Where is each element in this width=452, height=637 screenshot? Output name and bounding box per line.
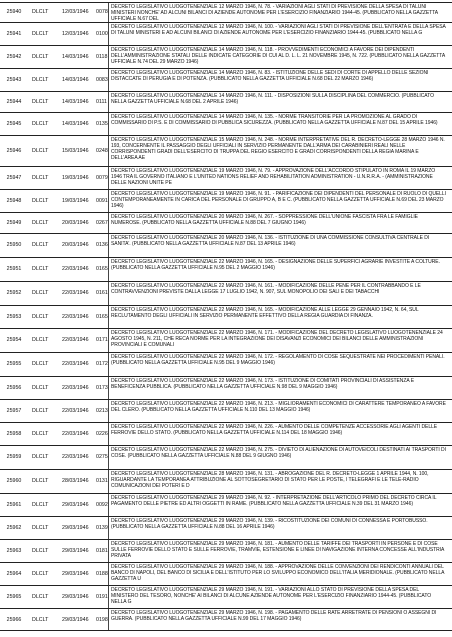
column-divider bbox=[108, 563, 109, 585]
act-type: DLCLT bbox=[32, 478, 49, 484]
column-divider bbox=[108, 470, 109, 493]
table-row bbox=[0, 281, 452, 305]
column-divider bbox=[108, 329, 109, 352]
column-divider bbox=[108, 23, 109, 45]
column-divider bbox=[108, 234, 109, 257]
act-number: 0172 bbox=[96, 361, 108, 367]
act-description: DECRETO LEGISLATIVO LUOGOTENENZIALE 15 MARZO 1946, N. 248. - NORME INTERPRETATIVE DEL R. DECRETO-LEGGE 28 MARZO 1946 N. 193, CONCERNENTE IL PASSAGGIO DEGLI UFFICIALI IN SERVIZIO PERMANENTE DALL'ARMA DEI CARABINIERI REALI NELLE CORRISPONDENTI GRADI DELL'ESERCITO DI TRUPPA DEL REGIO ESERCITO E GRADI CORRISPONDENTI DELLA REGIA MARINA E DELL'AREA AE bbox=[111, 137, 445, 162]
act-number: 0248 bbox=[96, 148, 108, 154]
record-number: 25965 bbox=[6, 594, 22, 600]
record-number: 25954 bbox=[6, 337, 22, 343]
act-type: DLCLT bbox=[32, 148, 49, 154]
table-row bbox=[0, 608, 452, 631]
table-row bbox=[0, 257, 452, 281]
act-type: DLCLT bbox=[32, 54, 49, 60]
act-type: DLCLT bbox=[32, 385, 49, 391]
column-divider bbox=[108, 92, 109, 112]
act-number: 0111 bbox=[96, 99, 107, 105]
table-row bbox=[0, 212, 452, 233]
record-number: 25963 bbox=[6, 548, 22, 554]
column-divider bbox=[108, 69, 109, 91]
act-date: 22/03/1946 bbox=[62, 361, 89, 367]
act-date: 14/03/1946 bbox=[62, 121, 89, 127]
act-type: DLCLT bbox=[32, 99, 49, 105]
act-description: DECRETO LEGISLATIVO LUOGOTENENZIALE 12 MARZO 1946, N. 78. - VARIAZIONI AGLI STATI DI PREVISIONE DELLA SPESA DI TALUNI MINISTERI NONCHE' AD ALCUNI BILANCI DI AZIENDE AUTONOME PER L'ESERCIZIO FINANZIARIO 1944-45. (PUBBLICATO NELLA GAZZETTA UFFICIALE N.67 DEL bbox=[111, 4, 438, 22]
act-type: DLCLT bbox=[32, 431, 49, 437]
record-number: 25941 bbox=[6, 31, 22, 37]
act-description: DECRETO LEGISLATIVO LUOGOTENENZIALE 20 MARZO 1946, N. 267. - SOPPRESSIONE DELL'UNIONE FASCISTA FRA LE FAMIGLIE NUMEROSE. (PUBBLICATO NELLA GAZZETTA UFFICIALE N.88 DEL 7 GIUGNO 1946) bbox=[111, 214, 418, 227]
column-divider bbox=[108, 213, 109, 233]
act-number: 0078 bbox=[96, 9, 108, 15]
act-description: DECRETO LEGISLATIVO LUOGOTENENZIALE 19 MARZO 1946, N. 79. - APPROVAZIONE DELL'ACCORDO STIPULATO IN ROMA IL 19 MARZO 1946 TRA IL GOVERNO ITALIANO E L'UNITED NATIONS RELIEF AND REHABILITATION ADMINISTRATION - U.N.R.R.A. - (AMMINISTRAZIONE DELLE NAZIONI UNITE PE bbox=[111, 168, 436, 187]
table-row bbox=[0, 328, 452, 352]
act-number: 0136 bbox=[96, 242, 108, 248]
act-number: 0213 bbox=[96, 408, 108, 414]
column-divider bbox=[108, 609, 109, 630]
act-number: 0161 bbox=[96, 290, 108, 296]
column-divider bbox=[108, 446, 109, 469]
act-description: DECRETO LEGISLATIVO LUOGOTENENZIALE 29 MARZO 1946, N. 188. - APPROVAZIONE DELLE CONVENZIONI DEI RENDICONTI ANNUALI DEL BANCO DI NAPOLI, DEL BANCO DI SICILIA E DELL'ISTITUTO PER LO SVILUPPO ECONOMICO DELL'ITALIA MERIDIONALE. (PUBBLICATO NELLA GAZZETTA U bbox=[111, 564, 445, 583]
act-description: DECRETO LEGISLATIVO LUOGOTENENZIALE 29 MARZO 1946, N. 198. - PAGAMENTO DELLE RATE ARRETRATE DI PENSIONI O ASSEGNI DI GUERRA. (PUBBLICATO NELLA GAZZETTA UFFICIALE N.99 DEL 17 MAGGIO 1946) bbox=[111, 610, 437, 623]
record-number: 25961 bbox=[6, 502, 22, 508]
table-row bbox=[0, 166, 452, 189]
act-date: 22/03/1946 bbox=[62, 266, 89, 272]
column-divider bbox=[108, 258, 109, 281]
table-row bbox=[0, 45, 452, 68]
table-row bbox=[0, 399, 452, 422]
act-number: 0092 bbox=[96, 502, 108, 508]
table-row bbox=[0, 112, 452, 135]
record-number: 25940 bbox=[6, 9, 22, 15]
column-divider bbox=[108, 586, 109, 608]
act-type: DLCLT bbox=[32, 408, 49, 414]
act-type: DLCLT bbox=[32, 337, 49, 343]
act-description: DECRETO LEGISLATIVO LUOGOTENENZIALE 28 MARZO 1946, N. 131. - ABROGAZIONE DEL R. DECRETO-LEGGE 1 APRILE 1944, N. 100, RIGUARDANTE LA TEMPORANEA ATTRIBUZIONE AL SOTTOSEGRETARIO DI STATO PER LE POSTE, I TELEGRAFI E LE TELE-RADIO COMUNICAZIONI DEI POTERI E D bbox=[111, 471, 429, 490]
table-row bbox=[0, 376, 452, 399]
record-number: 25964 bbox=[6, 571, 22, 577]
column-divider bbox=[108, 306, 109, 328]
record-number: 25943 bbox=[6, 77, 22, 83]
act-date: 29/03/1946 bbox=[62, 548, 89, 554]
record-number: 25953 bbox=[6, 314, 22, 320]
column-divider bbox=[108, 46, 109, 68]
act-description: DECRETO LEGISLATIVO LUOGOTENENZIALE 20 MARZO 1946, N. 136. - ISTITUZIONE DI UNA COMMISSIONE CONSULTIVA CENTRALE DI SANITA'. (PUBBLICATO NELLA GAZZETTA UFFICIALE N.87 DEL 13 APRILE 1946) bbox=[111, 235, 430, 248]
act-date: 14/03/1946 bbox=[62, 54, 89, 60]
table-row bbox=[0, 233, 452, 257]
table-row bbox=[0, 91, 452, 112]
record-number: 25952 bbox=[6, 290, 22, 296]
record-number: 25948 bbox=[6, 198, 22, 204]
record-number: 25962 bbox=[6, 525, 22, 531]
act-date: 22/03/1946 bbox=[62, 337, 89, 343]
act-type: DLCLT bbox=[32, 198, 49, 204]
record-number: 25956 bbox=[6, 385, 22, 391]
act-description: DECRETO LEGISLATIVO LUOGOTENENZIALE 19 MARZO 1946, N. 91. - PARIFICAZIONE DEI DIPENDENTI DEL PERSONALE DI RUOLO DI QUELLI CONTEMPORANEAMENTE IN CARICA DEL PERSONALE DI GRUPPO A, B E C. (PUBBLICATO NELLA GAZZETTA UFFICIALE N.69 DEL 23 MARZO 1946) bbox=[111, 191, 446, 210]
act-type: DLCLT bbox=[32, 361, 49, 367]
act-date: 15/03/1946 bbox=[62, 148, 89, 154]
act-number: 0173 bbox=[96, 385, 108, 391]
act-type: DLCLT bbox=[32, 594, 49, 600]
table-row bbox=[0, 305, 452, 328]
act-date: 14/03/1946 bbox=[62, 99, 89, 105]
act-type: DLCLT bbox=[32, 454, 49, 460]
act-date: 22/03/1946 bbox=[62, 431, 89, 437]
act-number: 0135 bbox=[96, 121, 108, 127]
act-number: 0165 bbox=[96, 314, 108, 320]
act-type: DLCLT bbox=[32, 9, 49, 15]
record-number: 25942 bbox=[6, 54, 22, 60]
act-description: DECRETO LEGISLATIVO LUOGOTENENZIALE 22 MARZO 1946, N. 226. - AUMENTO DELLE COMPETENZE ACCESSORIE AGLI AGENTI DELLE FERROVIE DELLO STATO. (PUBBLICATO NELLA GAZZETTA UFFICIALE N.114 DEL 18 MAGGIO 1946) bbox=[111, 424, 438, 437]
act-date: 20/03/1946 bbox=[62, 242, 89, 248]
column-divider bbox=[108, 423, 109, 445]
act-type: DLCLT bbox=[32, 242, 49, 248]
column-divider bbox=[108, 113, 109, 135]
act-date: 22/03/1946 bbox=[62, 408, 89, 414]
column-divider bbox=[108, 400, 109, 422]
act-number: 0171 bbox=[96, 337, 108, 343]
act-date: 22/03/1946 bbox=[62, 290, 89, 296]
record-number: 25958 bbox=[6, 431, 22, 437]
act-date: 28/03/1946 bbox=[62, 478, 89, 484]
act-description: DECRETO LEGISLATIVO LUOGOTENENZIALE 14 MARZO 1946, N. 111. - DISPOSIZIONI SULLA DISCIPLINA DEL COMMERCIO. (PUBBLICATO NELLA GAZZETTA UFFICIALE N.68 DEL 2 APRILE 1946) bbox=[111, 93, 434, 106]
table-row bbox=[0, 445, 452, 469]
act-number: 0198 bbox=[96, 617, 108, 623]
act-type: DLCLT bbox=[32, 571, 49, 577]
act-date: 22/03/1946 bbox=[62, 314, 89, 320]
column-divider bbox=[108, 540, 109, 562]
column-divider bbox=[108, 377, 109, 399]
table-row bbox=[0, 352, 452, 376]
table-row bbox=[0, 585, 452, 608]
table-row bbox=[0, 135, 452, 166]
record-number: 25944 bbox=[6, 99, 22, 105]
act-description: DECRETO LEGISLATIVO LUOGOTENENZIALE 22 MARZO 1946, N. 171. - MODIFICAZIONE DEL DECRETO LEGISLATIVO LUOGOTENENZIALE 24 AGOSTO 1945, N. 211, CHE RECA NORME PER LA INTEGRAZIONE DEI DISAVANZI ECONOMICI DEI BILANCI DELLE AMMINISTRAZIONI PROVINCIALI E COMUNALI bbox=[111, 330, 443, 349]
column-divider bbox=[108, 353, 109, 376]
column-divider bbox=[108, 517, 109, 539]
act-number: 0139 bbox=[96, 525, 108, 531]
act-type: DLCLT bbox=[32, 175, 49, 181]
act-description: DECRETO LEGISLATIVO LUOGOTENENZIALE 22 MARZO 1946, N. 213. - MIGLIORAMENTI ECONOMICI DI CARATTERE TEMPORANEO A FAVORE DEL CLERO. (PUBBLICATO NELLA GAZZETTA UFFICIALE N.110 DEL 13 MAGGIO 1946) bbox=[111, 401, 446, 414]
column-divider bbox=[108, 136, 109, 166]
act-number: 0165 bbox=[96, 266, 108, 272]
act-description: DECRETO LEGISLATIVO LUOGOTENENZIALE 29 MARZO 1946, N. 191. - VARIAZIONI ALLO STATO DI PREVISIONE DELLA SPESA DEL MINISTERO DEL TESORO, NONCHE' AI BILANCI DI ALCUNE AZIENDE AUTONOME PER L'ESERCIZIO FINANZIARIO 1944-45. (PUBBLICATO NELLA G bbox=[111, 587, 432, 606]
record-number: 25957 bbox=[6, 408, 22, 414]
column-divider bbox=[108, 494, 109, 516]
act-description: DECRETO LEGISLATIVO LUOGOTENENZIALE 22 MARZO 1946, N. 275. - DIVIETO DI ALIENAZIONE DI AUTOVEICOLI DESTINATI AI TRASPORTI DI COSE. (PUBBLICATO NELLA GAZZETTA UFFICIALE N.88 DEL 9 GIUGNO 1946) bbox=[111, 447, 446, 460]
act-date: 20/03/1946 bbox=[62, 220, 89, 226]
table-row bbox=[0, 539, 452, 562]
column-divider bbox=[108, 3, 109, 22]
act-date: 29/03/1946 bbox=[62, 571, 89, 577]
act-number: 0091 bbox=[96, 198, 108, 204]
act-number: 0267 bbox=[96, 220, 108, 226]
record-number: 25947 bbox=[6, 175, 22, 181]
record-number: 25949 bbox=[6, 220, 22, 226]
act-date: 22/03/1946 bbox=[62, 385, 89, 391]
act-date: 12/03/1946 bbox=[62, 9, 89, 15]
act-number: 0118 bbox=[96, 54, 108, 60]
table-row bbox=[0, 493, 452, 516]
act-date: 19/03/1946 bbox=[62, 198, 89, 204]
table-row bbox=[0, 469, 452, 493]
act-description: DECRETO LEGISLATIVO LUOGOTENENZIALE 12 MARZO 1946, N. 100. - VARIAZIONI AGLI STATI DI PREVISIONE DELL'ENTRATA E DELLA SPESA DI TALUNI MINISTERI E AD ALCUNI BILANCI DI AZIENDE AUTONOME PER L'ESERCIZIO FINANZIARIO 1944-45. (PUBBLICATO NELLA G bbox=[111, 24, 446, 37]
table-row bbox=[0, 22, 452, 45]
act-type: DLCLT bbox=[32, 525, 49, 531]
act-type: DLCLT bbox=[32, 266, 49, 272]
act-type: DLCLT bbox=[32, 548, 49, 554]
record-number: 25955 bbox=[6, 361, 22, 367]
table-row bbox=[0, 2, 452, 22]
act-date: 22/03/1946 bbox=[62, 454, 89, 460]
act-date: 29/03/1946 bbox=[62, 525, 89, 531]
act-number: 0079 bbox=[96, 175, 108, 181]
act-description: DECRETO LEGISLATIVO LUOGOTENENZIALE 29 MARZO 1946, N. 92. - INTERPRETAZIONE DELL'ARTICOLO PRIMO DEL DECRETO CIRCA IL PAGAMENTO DELLE PIETRE ED ALTRI OGGETTI IN RAME. (PUBBLICATO NELLA GAZZETTA UFFICIALE N.39 DEL 31 MARZO 1946) bbox=[111, 495, 437, 508]
record-number: 25960 bbox=[6, 478, 22, 484]
column-divider bbox=[108, 167, 109, 189]
act-date: 12/03/1946 bbox=[62, 31, 89, 37]
act-type: DLCLT bbox=[32, 121, 49, 127]
act-number: 0181 bbox=[96, 548, 108, 554]
act-date: 29/03/1946 bbox=[62, 617, 89, 623]
act-number: 0275 bbox=[96, 454, 108, 460]
act-description: DECRETO LEGISLATIVO LUOGOTENENZIALE 22 MARZO 1946, N. 172. - REGOLAMENTO DI COSE SEQUESTRATE NEI PROCEDIMENTI PENALI. (PUBBLICATO NELLA GAZZETTA UFFICIALE N.95 DEL 9 MAGGIO 1946) bbox=[111, 354, 445, 367]
act-description: DECRETO LEGISLATIVO LUOGOTENENZIALE 22 MARZO 1946, N. 161. - MODIFICAZIONE DELLE PENE PER IL CONTRABBANDO E LE CONTRAVVENZIONI PREVISTE DALLA LEGGE 17 LUGLIO 1942, N. 907, SUL MONOPOLIO DEI SALI E DEI TABACCHI bbox=[111, 283, 421, 296]
record-number: 25959 bbox=[6, 454, 22, 460]
record-number: 25950 bbox=[6, 242, 22, 248]
act-description: DECRETO LEGISLATIVO LUOGOTENENZIALE 22 MARZO 1946, N. 165. - DESIGNAZIONE DELLE SUPERFICI AGRARIE INVESTITE A COLTURE. (PUBBLICATO NELLA GAZZETTA UFFICIALE N.95 DEL 2 MAGGIO 1946) bbox=[111, 259, 440, 272]
table-row bbox=[0, 422, 452, 445]
table-row bbox=[0, 562, 452, 585]
act-description: DECRETO LEGISLATIVO LUOGOTENENZIALE 14 MARZO 1946, N. 83. - ISTITUZIONE DELLE SEDI DI CORTE DI APPELLO DELLE SEZIONI DISTACCATE DI PERUGIA E DI POTENZA. (PUBBLICATO NELLA GAZZETTA UFFICIALE N.68 DEL 22 MARZO 1946) bbox=[111, 70, 429, 83]
act-type: DLCLT bbox=[32, 290, 49, 296]
act-type: DLCLT bbox=[32, 314, 49, 320]
act-number: 0191 bbox=[96, 594, 108, 600]
act-description: DECRETO LEGISLATIVO LUOGOTENENZIALE 29 MARZO 1946, N. 181. - AUMENTO DELLE TARIFFE DEI TRASPORTI IN PERSONE E DI COSE SULLE FERROVIE DELLO STATO E SULLE FERROVIE, TRAMVIE, ESTENSIONE E LINEE DI NAVIGAZIONE INTERNA CONCESSE ALL'INDUSTRIA PRIVATA bbox=[111, 541, 445, 560]
act-date: 29/03/1946 bbox=[62, 594, 89, 600]
act-number: 0131 bbox=[96, 478, 108, 484]
table-row bbox=[0, 516, 452, 539]
act-description: DECRETO LEGISLATIVO LUOGOTENENZIALE 14 MARZO 1946, N. 135. - NORME TRANSITORIE PER LA PROMOZIONE AL GRADO DI COMMISSARIO DI P.S. E DI COMMISSARIO DI PUBBLICA SICUREZZA. (PUBBLICATO NELLA GAZZETTA UFFICIALE N.87 DEL 15 APRILE 1946) bbox=[111, 114, 438, 127]
act-date: 14/03/1946 bbox=[62, 77, 89, 83]
table-row bbox=[0, 68, 452, 91]
act-number: 0226 bbox=[96, 431, 108, 437]
record-number: 25946 bbox=[6, 148, 22, 154]
act-number: 0083 bbox=[96, 77, 108, 83]
act-date: 19/03/1946 bbox=[62, 175, 89, 181]
act-type: DLCLT bbox=[32, 617, 49, 623]
table-row bbox=[0, 189, 452, 212]
act-description: DECRETO LEGISLATIVO LUOGOTENENZIALE 22 MARZO 1946, N. 173. - ISTITUZIONE DI COMITATI PROVINCIALI DI ASSISTENZA E BENEFICENZA PUBBLICA. (PUBBLICATO NELLA GAZZETTA UFFICIALE N.98 DEL 9 MAGGIO 1946) bbox=[111, 378, 414, 391]
column-divider bbox=[108, 282, 109, 305]
act-type: DLCLT bbox=[32, 220, 49, 226]
record-number: 25951 bbox=[6, 266, 22, 272]
act-number: 0188 bbox=[96, 571, 108, 577]
act-number: 0100 bbox=[96, 31, 108, 37]
act-description: DECRETO LEGISLATIVO LUOGOTENENZIALE 14 MARZO 1946, N. 118. - PROVVEDIMENTI ECONOMICI A FAVORE DEI DIPENDENTI DELL'AMMINISTRAZIONE STATALI DELLE INDICATE CATEGORIE DI CUI AL D. L. L. 21 NOVEMBRE 1945, N. 722. (PUBBLICATO NELLA GAZZETTA UFFICIALE N.74 DEL 29 MARZO 1946) bbox=[111, 47, 445, 66]
act-date: 29/03/1946 bbox=[62, 502, 89, 508]
act-type: DLCLT bbox=[32, 502, 49, 508]
column-divider bbox=[108, 190, 109, 212]
record-number: 25945 bbox=[6, 121, 22, 127]
act-description: DECRETO LEGISLATIVO LUOGOTENENZIALE 22 MARZO 1946, N. 165. - MODIFICAZIONE ALLE LEGGE 29 GENNAIO 1942, N. 64, SUL RECLUTAMENTO DEGLI UFFICIALI IN SERVIZIO PERMANENTE EFFETTIVO DELLA REGIA GUARDIA DI FINANZA. bbox=[111, 307, 419, 320]
record-number: 25966 bbox=[6, 617, 22, 623]
act-type: DLCLT bbox=[32, 77, 49, 83]
act-type: DLCLT bbox=[32, 31, 49, 37]
act-description: DECRETO LEGISLATIVO LUOGOTENENZIALE 29 MARZO 1946, N. 139. - RICOSTITUZIONE DEI COMUNI DI CONNESSA E PORTOBUSSO. (PUBBLICATO NELLA GAZZETTA UFFICIALE N.88 DEL 16 APRILE 1946) bbox=[111, 518, 428, 531]
